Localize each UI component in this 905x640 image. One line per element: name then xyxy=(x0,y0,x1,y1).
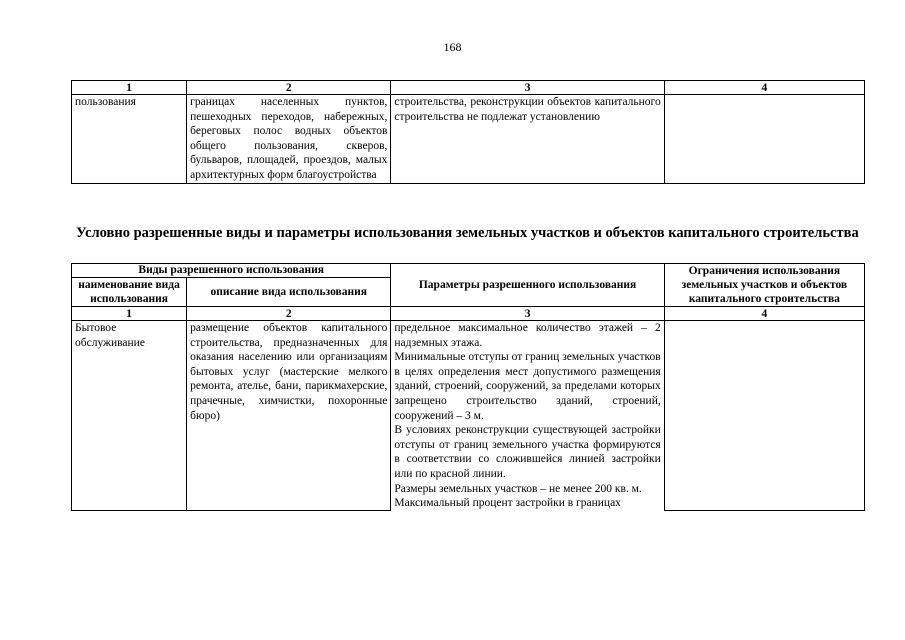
column-number-3: 3 xyxy=(391,307,664,321)
column-number-1: 1 xyxy=(72,81,187,95)
column-number-2: 2 xyxy=(187,81,391,95)
parameter-paragraph: Минимальные отступы от границ земельных участков в целях определения мест допустимого размещения зданий, строений, сооружений, за пределами которых запрещено строительство зданий, строений, сооружений – 3 м. xyxy=(394,351,661,422)
parameter-paragraph: Размеры земельных участков – не менее 200 кв. м. xyxy=(394,482,642,495)
column-number-2: 2 xyxy=(187,307,391,321)
column-number-3: 3 xyxy=(391,81,664,95)
parameter-paragraph: В условиях реконструкции существующей застройки отступы от границ земельного участка формируются в соответствии со сложившейся линией застройки или по красной линии. xyxy=(394,424,661,480)
table-row xyxy=(72,321,865,511)
table-row xyxy=(72,95,865,184)
header-use-description: описание вида использования xyxy=(187,278,391,307)
column-number-4: 4 xyxy=(664,307,864,321)
column-number-1: 1 xyxy=(72,307,187,321)
header-uses-group: Виды разрешенного использования xyxy=(72,264,391,278)
cell-parameters: строительства, реконструкции объектов капитального строительства не подлежат установлению xyxy=(391,95,664,184)
parameter-paragraph: Максимальный процент застройки в границах xyxy=(394,497,621,510)
header-restrictions: Ограничения использования земельных участков и объектов капитального строительства xyxy=(664,264,864,307)
cell-restrictions xyxy=(664,321,864,511)
table-continued xyxy=(71,80,865,184)
cell-use-name: пользования xyxy=(72,95,187,184)
header-parameters: Параметры разрешенного использования xyxy=(391,264,664,307)
page-number: 168 xyxy=(443,40,462,54)
parameter-paragraph: предельное максимальное количество этажей – 2 надземных этажа. xyxy=(394,322,661,349)
table-header-row xyxy=(72,264,865,278)
cell-restrictions xyxy=(664,95,864,184)
cell-use-description: размещение объектов капитального строительства, предназначенных для оказания населению или организациям бытовых услуг (мастерские мелкого ремонта, ателье, бани, парикмахерские, прачечные, химчистки, похоронные бюро) xyxy=(187,321,391,511)
column-number-4: 4 xyxy=(664,81,864,95)
header-use-name: наименование вида использования xyxy=(72,278,187,307)
table-header-numbers xyxy=(72,81,865,95)
section-title: Условно разрешенные виды и параметры использования земельных участков и объектов капитального строительства xyxy=(76,225,859,241)
table-conditional-uses xyxy=(71,263,865,511)
table-header-numbers xyxy=(72,307,865,321)
cell-parameters xyxy=(391,321,664,511)
cell-use-description: границах населенных пунктов, пешеходных переходов, набережных, береговых полос водных объектов общего пользования, скверов, бульваров, площадей, проездов, малых архитектурных форм благоустройства xyxy=(187,95,391,184)
cell-use-name: Бытовое обслуживание xyxy=(72,321,187,511)
